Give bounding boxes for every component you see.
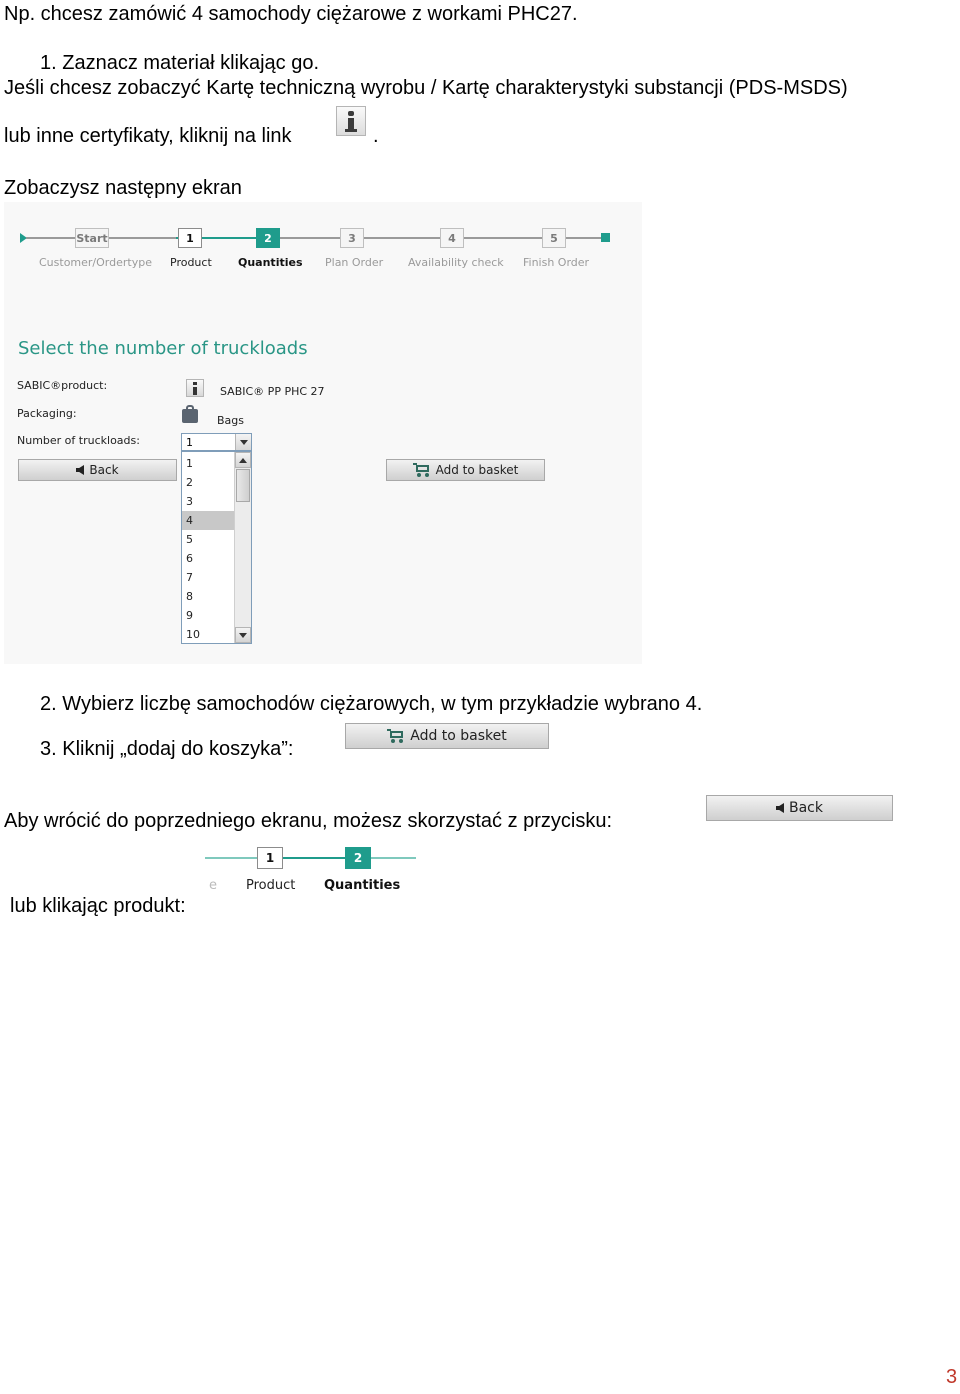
back-button[interactable] [18, 459, 177, 481]
mini-step-quantities-box[interactable]: 2 [345, 847, 371, 869]
page-number: 3 [946, 1366, 958, 1388]
back-instruction-text: Aby wrócić do poprzedniego ekranu, możesz skorzystać z przycisku: [4, 810, 613, 832]
step-plan-order-label[interactable]: Plan Order [325, 256, 384, 269]
truckloads-select[interactable] [181, 433, 252, 451]
step-2-text: 2. Wybierz liczbę samochodów ciężarowych, w tym przykładzie wybrano 4. [40, 693, 703, 715]
step-product-label[interactable]: Product [170, 256, 212, 269]
scroll-up-icon[interactable] [235, 452, 251, 468]
bag-icon [182, 405, 198, 423]
packaging-label: Packaging: [17, 407, 77, 420]
section-title: Select the number of truckloads [18, 338, 308, 359]
step-1-text: 1. Zaznacz materiał klikając go. [40, 52, 320, 74]
step-product-box[interactable]: 1 [178, 228, 202, 248]
add-to-basket-label: Add to basket [435, 463, 519, 477]
step-availability-box[interactable]: 4 [440, 228, 464, 248]
back-button-large[interactable] [706, 795, 893, 821]
dropdown-option[interactable]: 7 [186, 571, 193, 584]
back-arrow-icon [776, 803, 784, 813]
mini-cutoff-fragment: e [209, 878, 217, 893]
progress-end-marker [601, 233, 610, 242]
mini-step-product-box[interactable]: 1 [257, 847, 283, 869]
truckloads-label: Number of truckloads: [17, 434, 140, 447]
dropdown-option[interactable]: 6 [186, 552, 193, 565]
mini-step-quantities-label[interactable]: Quantities [324, 878, 401, 893]
mini-progress-line [205, 857, 260, 859]
truckloads-select-value: 1 [186, 436, 193, 449]
step-finish-label[interactable]: Finish Order [523, 256, 590, 269]
packaging-value: Bags [217, 414, 245, 427]
scroll-thumb[interactable] [236, 469, 250, 502]
add-to-basket-button[interactable] [386, 459, 545, 481]
info-text-line1: Jeśli chcesz zobaczyć Kartę techniczną wyrobu / Kartę charakterystyki substancji (PDS-MSDS) [4, 77, 848, 99]
step-availability-label[interactable]: Availability check [408, 256, 504, 269]
add-to-basket-button-large[interactable] [345, 723, 549, 749]
dropdown-scrollbar[interactable] [234, 452, 251, 643]
product-label: SABIC®product: [17, 379, 108, 392]
step-start-label[interactable]: Customer/Ordertype [39, 256, 152, 269]
dropdown-option[interactable]: 4 [182, 511, 235, 530]
chevron-down-icon[interactable] [235, 434, 251, 450]
cart-icon [387, 729, 405, 743]
dropdown-option[interactable]: 1 [186, 457, 193, 470]
back-arrow-icon [76, 465, 84, 475]
truckloads-dropdown[interactable] [181, 451, 252, 644]
next-screen-text: Zobaczysz następny ekran [4, 177, 242, 199]
product-click-text: lub klikając produkt: [10, 895, 186, 917]
step-start-box[interactable]: Start [75, 228, 109, 248]
cart-icon [413, 463, 431, 477]
mini-step-product-label[interactable]: Product [246, 878, 296, 893]
dropdown-option[interactable]: 9 [186, 609, 193, 622]
intro-text: Np. chcesz zamówić 4 samochody ciężarowe z workami PHC27. [4, 3, 578, 25]
product-value: SABIC® PP PHC 27 [220, 385, 325, 398]
dropdown-option[interactable]: 10 [186, 628, 200, 641]
step-plan-order-box[interactable]: 3 [340, 228, 364, 248]
product-info-icon[interactable] [186, 379, 204, 397]
dropdown-option[interactable]: 8 [186, 590, 193, 603]
dropdown-option[interactable]: 2 [186, 476, 193, 489]
back-button-large-label: Back [789, 800, 823, 816]
info-text-end: . [373, 125, 379, 147]
scroll-down-icon[interactable] [235, 627, 251, 643]
dropdown-option[interactable]: 5 [186, 533, 193, 546]
dropdown-option[interactable]: 3 [186, 495, 193, 508]
info-icon[interactable] [336, 106, 366, 136]
order-screen-screenshot [4, 202, 642, 664]
step-quantities-box[interactable]: 2 [256, 228, 280, 248]
add-to-basket-large-label: Add to basket [410, 728, 507, 744]
info-text-line2: lub inne certyfikaty, kliknij na link [4, 125, 292, 147]
step-3-text: 3. Kliknij „dodaj do koszyka”: [40, 738, 294, 760]
mini-progress-bar [205, 840, 425, 900]
back-button-label: Back [89, 463, 119, 477]
step-finish-box[interactable]: 5 [542, 228, 566, 248]
step-quantities-label[interactable]: Quantities [238, 256, 303, 269]
